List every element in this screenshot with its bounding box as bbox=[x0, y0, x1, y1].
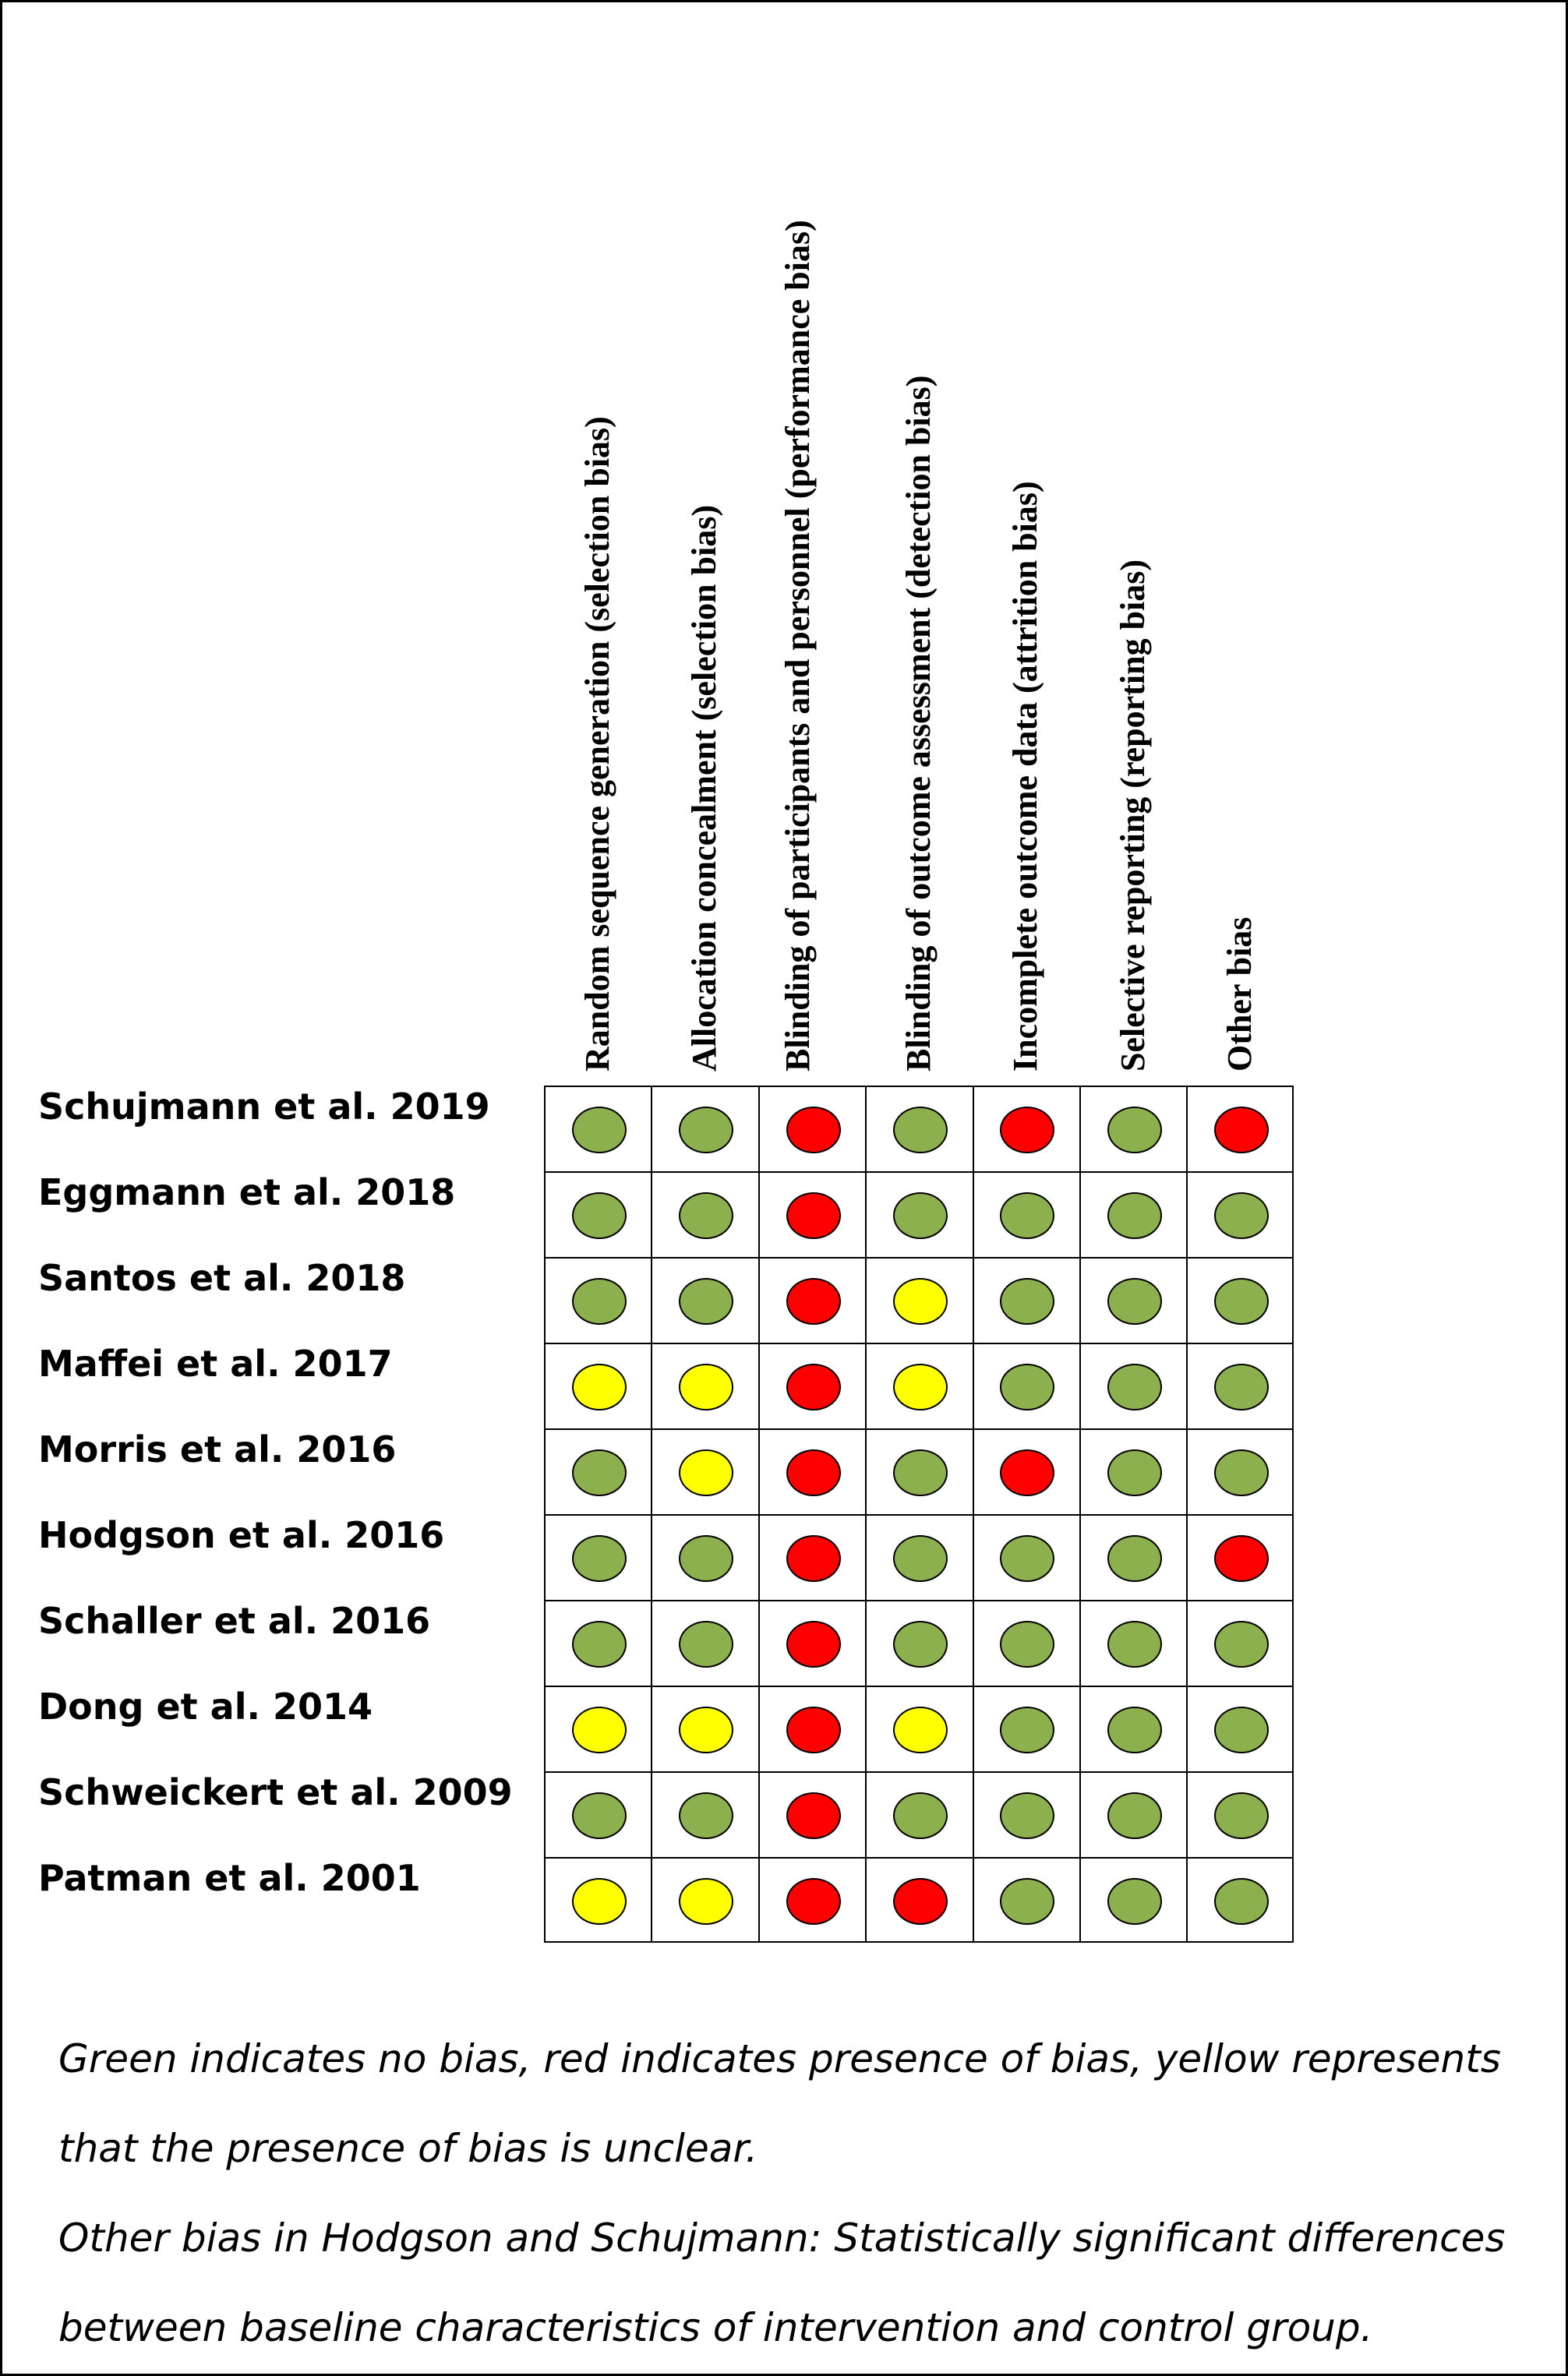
rating-dot-low bbox=[893, 1107, 948, 1153]
rating-dot-low bbox=[1000, 1278, 1054, 1325]
rating-dot-low bbox=[679, 1278, 733, 1325]
rating-dot-low bbox=[893, 1535, 948, 1582]
rating-dot-low bbox=[679, 1621, 733, 1668]
rating-dot-high bbox=[786, 1621, 841, 1668]
rating-dot-low bbox=[572, 1107, 627, 1153]
study-label: Schweickert et al. 2009 bbox=[38, 1771, 513, 1813]
rating-dot-low bbox=[893, 1449, 948, 1496]
grid-row-divider bbox=[546, 1686, 1292, 1687]
study-label: Schaller et al. 2016 bbox=[38, 1600, 431, 1642]
rating-dot-unclear bbox=[679, 1364, 733, 1410]
rating-dot-low bbox=[1107, 1107, 1162, 1153]
study-label: Morris et al. 2016 bbox=[38, 1428, 397, 1470]
rating-dot-low bbox=[1214, 1792, 1269, 1839]
grid-row-divider bbox=[546, 1257, 1292, 1259]
rating-dot-low bbox=[572, 1535, 627, 1582]
grid-row-divider bbox=[546, 1428, 1292, 1430]
rating-dot-low bbox=[1214, 1621, 1269, 1668]
rating-dot-low bbox=[893, 1192, 948, 1239]
column-header-label: Blinding of participants and personnel (performance bias) bbox=[778, 220, 817, 1071]
study-label: Hodgson et al. 2016 bbox=[38, 1514, 445, 1556]
rating-dot-low bbox=[1107, 1364, 1162, 1410]
column-header-4 bbox=[865, 2, 972, 1071]
rating-dot-low bbox=[572, 1449, 627, 1496]
column-header-label: Other bias bbox=[1220, 916, 1259, 1071]
rating-dot-unclear bbox=[893, 1707, 948, 1753]
study-label: Santos et al. 2018 bbox=[38, 1257, 406, 1299]
rating-dot-low bbox=[572, 1192, 627, 1239]
rating-dot-low bbox=[679, 1535, 733, 1582]
rating-dot-low bbox=[679, 1792, 733, 1839]
rating-dot-low bbox=[1000, 1878, 1054, 1925]
risk-of-bias-grid bbox=[544, 1086, 1294, 1943]
study-label: Patman et al. 2001 bbox=[38, 1857, 421, 1899]
rating-dot-high bbox=[786, 1364, 841, 1410]
rating-dot-high bbox=[786, 1107, 841, 1153]
study-label: Dong et al. 2014 bbox=[38, 1686, 373, 1728]
rating-dot-low bbox=[1107, 1192, 1162, 1239]
rating-dot-unclear bbox=[679, 1878, 733, 1925]
rating-dot-low bbox=[1000, 1535, 1054, 1582]
rating-dot-high bbox=[1000, 1449, 1054, 1496]
column-header-label: Allocation concealment (selection bias) bbox=[685, 504, 724, 1071]
study-label: Eggmann et al. 2018 bbox=[38, 1171, 456, 1213]
rating-dot-high bbox=[1000, 1107, 1054, 1153]
rating-dot-low bbox=[1214, 1449, 1269, 1496]
rating-dot-unclear bbox=[893, 1364, 948, 1410]
rating-dot-low bbox=[1214, 1278, 1269, 1325]
column-header-1 bbox=[544, 2, 651, 1071]
rating-dot-low bbox=[1000, 1192, 1054, 1239]
rating-dot-low bbox=[1107, 1535, 1162, 1582]
column-header-2 bbox=[651, 2, 758, 1071]
rating-dot-low bbox=[679, 1192, 733, 1239]
rating-dot-unclear bbox=[572, 1364, 627, 1410]
rating-dot-low bbox=[1214, 1707, 1269, 1753]
legend-line-3: Other bias in Hodgson and Schujmann: Statistically significant differences bbox=[58, 2215, 1506, 2261]
grid-row-divider bbox=[546, 1857, 1292, 1859]
rating-dot-unclear bbox=[572, 1707, 627, 1753]
rating-dot-low bbox=[1000, 1707, 1054, 1753]
column-header-5 bbox=[973, 2, 1079, 1071]
grid-row-divider bbox=[546, 1343, 1292, 1344]
study-label: Maffei et al. 2017 bbox=[38, 1343, 393, 1385]
column-header-7 bbox=[1186, 2, 1293, 1071]
column-header-label: Random sequence generation (selection bias) bbox=[577, 416, 616, 1071]
rating-dot-high bbox=[786, 1449, 841, 1496]
rating-dot-low bbox=[1000, 1792, 1054, 1839]
rating-dot-low bbox=[1107, 1878, 1162, 1925]
rating-dot-high bbox=[786, 1792, 841, 1839]
rating-dot-low bbox=[572, 1792, 627, 1839]
rating-dot-unclear bbox=[679, 1449, 733, 1496]
study-label: Schujmann et al. 2019 bbox=[38, 1086, 490, 1128]
rating-dot-low bbox=[1000, 1364, 1054, 1410]
grid-row-divider bbox=[546, 1171, 1292, 1173]
rating-dot-unclear bbox=[893, 1278, 948, 1325]
column-header-3 bbox=[758, 2, 865, 1071]
rating-dot-low bbox=[1214, 1878, 1269, 1925]
rating-dot-low bbox=[1107, 1449, 1162, 1496]
legend-line-1: Green indicates no bias, red indicates presence of bias, yellow represents bbox=[58, 2036, 1501, 2081]
rating-dot-low bbox=[1107, 1621, 1162, 1668]
rating-dot-high bbox=[786, 1707, 841, 1753]
rating-dot-low bbox=[1214, 1364, 1269, 1410]
column-header-6 bbox=[1079, 2, 1186, 1071]
legend-line-2: that the presence of bias is unclear. bbox=[58, 2126, 758, 2171]
rating-dot-low bbox=[1107, 1707, 1162, 1753]
rating-dot-high bbox=[786, 1535, 841, 1582]
column-header-label: Incomplete outcome data (attrition bias) bbox=[1006, 481, 1045, 1071]
rating-dot-low bbox=[572, 1278, 627, 1325]
rating-dot-high bbox=[786, 1878, 841, 1925]
rating-dot-high bbox=[786, 1278, 841, 1325]
rating-dot-high bbox=[1214, 1107, 1269, 1153]
grid-row-divider bbox=[546, 1514, 1292, 1516]
rating-dot-high bbox=[1214, 1535, 1269, 1582]
rating-dot-low bbox=[893, 1621, 948, 1668]
column-header-label: Blinding of outcome assessment (detection bias) bbox=[899, 375, 938, 1071]
rating-dot-low bbox=[1107, 1792, 1162, 1839]
grid-row-divider bbox=[546, 1771, 1292, 1773]
rating-dot-low bbox=[893, 1792, 948, 1839]
grid-row-divider bbox=[546, 1600, 1292, 1601]
rating-dot-low bbox=[1000, 1621, 1054, 1668]
rating-dot-unclear bbox=[572, 1878, 627, 1925]
rating-dot-low bbox=[1107, 1278, 1162, 1325]
rating-dot-high bbox=[786, 1192, 841, 1239]
rating-dot-low bbox=[572, 1621, 627, 1668]
rating-dot-high bbox=[893, 1878, 948, 1925]
column-header-label: Selective reporting (reporting bias) bbox=[1113, 559, 1152, 1071]
legend-line-4: between baseline characteristics of intervention and control group. bbox=[58, 2305, 1373, 2350]
rating-dot-low bbox=[679, 1107, 733, 1153]
rating-dot-unclear bbox=[679, 1707, 733, 1753]
rating-dot-low bbox=[1214, 1192, 1269, 1239]
